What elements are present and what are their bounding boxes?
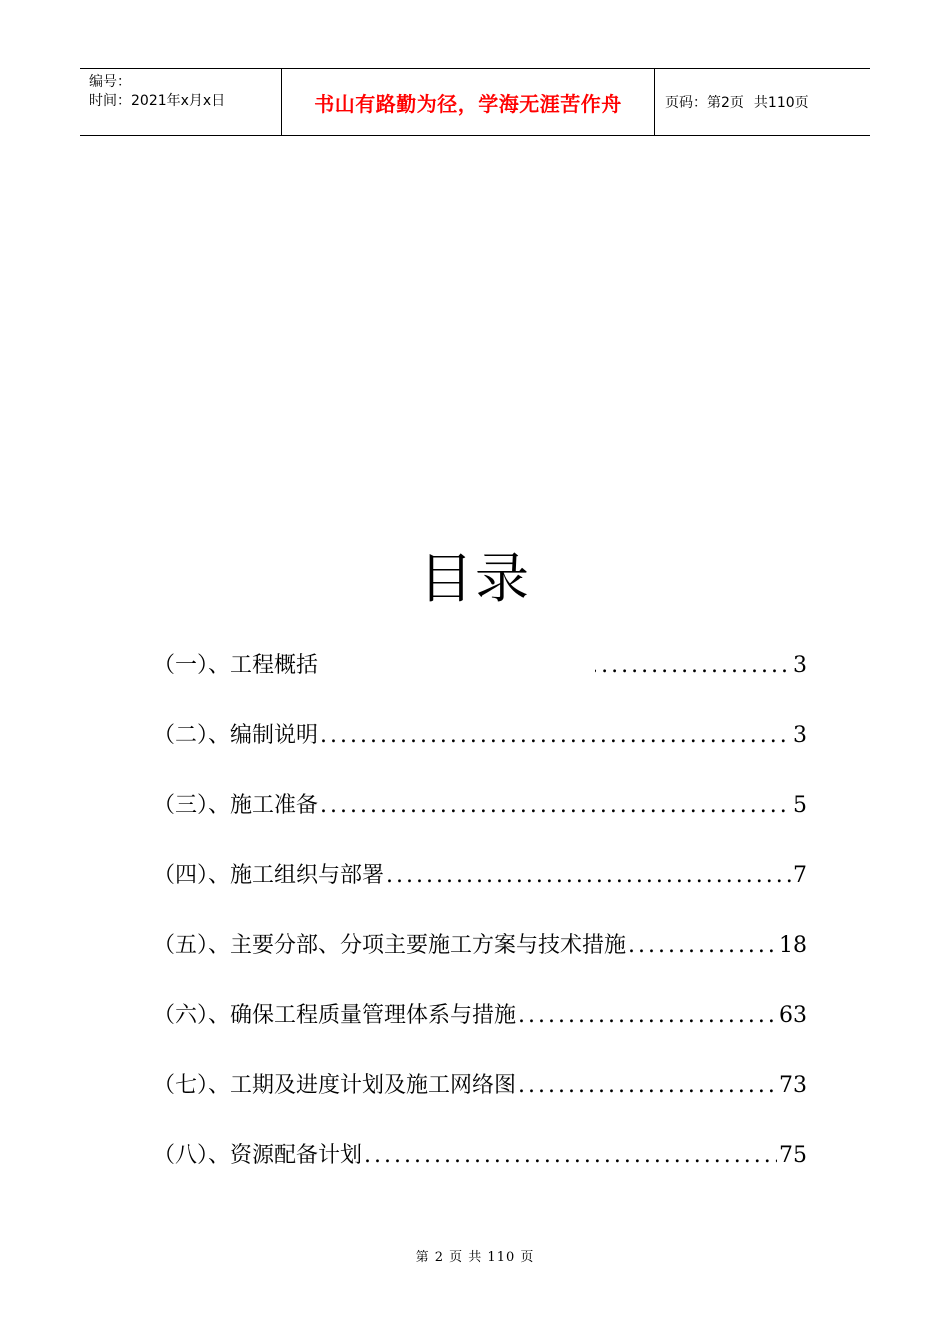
toc-entry[interactable] (153, 718, 807, 788)
toc-entry[interactable] (153, 998, 807, 1068)
toc-entry-label: （六）、确保工程质量管理体系与措施 (153, 1003, 517, 1028)
toc-entry-label: （四）、施工组织与部署 (153, 863, 385, 888)
header-info-cell (80, 69, 282, 135)
table-of-contents (153, 648, 807, 1208)
toc-entry[interactable] (153, 928, 807, 998)
header-page-cell (655, 69, 870, 135)
toc-entry[interactable] (153, 648, 807, 718)
toc-entry[interactable] (153, 858, 807, 928)
header-total-pages: 共110页 (753, 95, 809, 111)
toc-entry-page: 75 (779, 1143, 807, 1168)
toc-entry-page: 7 (793, 863, 807, 888)
toc-entry[interactable] (153, 1138, 807, 1208)
toc-entry-label: （五）、主要分部、分项主要施工方案与技术措施 (153, 933, 627, 958)
toc-entry-page: 73 (779, 1073, 807, 1098)
toc-leader-dots (628, 928, 777, 964)
toc-entry-page: 63 (779, 1003, 807, 1028)
toc-leader-dots (595, 648, 791, 684)
toc-leader-dots (320, 718, 791, 754)
toc-entry-label: （三）、施工准备 (153, 793, 319, 818)
toc-entry-label: （二）、编制说明 (153, 723, 319, 748)
toc-entry-label: （一）、工程概括 (153, 653, 319, 678)
toc-leader-dots (320, 788, 791, 824)
document-number-label: 编号： (89, 74, 131, 90)
toc-entry-page: 5 (793, 793, 807, 818)
header-page-number: 页码：第2页 (665, 95, 744, 111)
toc-entry-label: （七）、工期及进度计划及施工网络图 (153, 1073, 517, 1098)
toc-leader-dots (386, 858, 791, 894)
toc-entry[interactable] (153, 1068, 807, 1138)
toc-entry-page: 18 (779, 933, 807, 958)
page-header (80, 68, 870, 136)
page-footer: 第 2 页 共 110 页 (415, 1250, 535, 1265)
toc-entry-page: 3 (793, 723, 807, 748)
header-motto: 书山有路勤为径，学海无涯苦作舟 (282, 69, 655, 135)
toc-leader-dots (364, 1138, 777, 1174)
toc-entry[interactable] (153, 788, 807, 858)
toc-leader-dots (518, 1068, 777, 1104)
document-time-label: 时间：2021年x月x日 (89, 93, 226, 109)
toc-leader-dots (518, 998, 777, 1034)
toc-entry-page: 3 (793, 653, 807, 678)
toc-title: 目录 (419, 547, 531, 610)
toc-entry-label: （八）、资源配备计划 (153, 1143, 363, 1168)
